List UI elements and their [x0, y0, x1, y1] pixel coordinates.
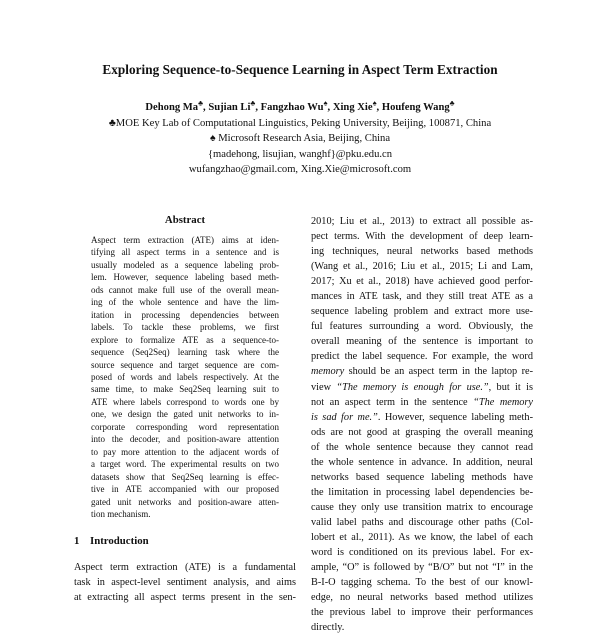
body-text: view: [311, 381, 337, 393]
left-column: [74, 214, 296, 520]
abstract-line: usually modeled as a sequence labeling prob-: [91, 259, 279, 270]
body-text: ing techniques, neural networks based methods: [311, 246, 533, 258]
body-text: mances in ATE task, and they still treat ATE as a: [311, 291, 533, 303]
intro-heading: [74, 535, 149, 547]
abstract-line: itation in processing dependencies between: [91, 309, 279, 320]
body-text: . However, sequence labeling meth-: [377, 411, 533, 423]
body-text: pect terms. With the development of deep learn-: [311, 231, 533, 243]
italic-text: “The memory is enough for use.”: [336, 381, 489, 393]
body-line: [311, 590, 533, 605]
body-text: the previous label to improve their performances: [311, 607, 533, 619]
intro-line: task in aspect-level sentiment analysis, and aims: [74, 577, 296, 589]
body-line: [311, 560, 533, 575]
body-line: [311, 440, 533, 455]
abstract-line: explore to formalize ATE as a sequence-to-: [91, 334, 279, 345]
body-text: edge, no neural networks based method utilizes: [311, 592, 533, 604]
author-affiliation-mark: ♣: [250, 98, 256, 108]
abstract-line: sequence (Seq2Seq) learning task where the: [91, 347, 279, 358]
intro-section-title: Introduction: [90, 535, 149, 547]
affiliation-2: [0, 131, 600, 147]
affiliation-2-mark: ♠: [209, 133, 216, 145]
abstract-line: lem. However, sequence labeling based meth-: [91, 272, 279, 283]
body-text: valid label paths and discourage other paths (Col-: [311, 516, 533, 528]
body-line: [311, 334, 533, 349]
body-text: , but it is: [488, 381, 533, 393]
body-text: networks based sequence labeling methods have: [311, 471, 533, 483]
abstract-line: gated unit networks and position-aware atten-: [91, 496, 279, 507]
body-line: [311, 319, 533, 334]
author-affiliation-mark: ♠: [372, 98, 377, 108]
body-line: [311, 274, 533, 289]
intro-section-number: 1: [74, 535, 80, 547]
body-text: 2010; Liu et al., 2013) to extract all possible as-: [311, 216, 533, 227]
body-line: [311, 304, 533, 319]
abstract-line: corporate corresponding word representation: [91, 421, 279, 432]
author-name: Houfeng Wang: [381, 102, 450, 113]
author-block: [0, 100, 600, 178]
author-names: Dehong Ma♣, Sujian Li♣, Fangzhao Wu♠, Xing Xie♠, Houfeng Wang♣: [145, 98, 455, 113]
body-text: directly.: [311, 622, 345, 634]
body-text: cause they only use transition matrix to encourage: [311, 501, 533, 513]
body-text: 2017; Xu et al., 2018) have achieved good perfor-: [311, 276, 533, 288]
abstract-line: ods cannot make full use of the overall mean-: [91, 284, 279, 295]
abstract-heading: Abstract: [164, 214, 206, 226]
body-text: word is conditioned on its previous label. For ex-: [311, 547, 533, 559]
body-line: [311, 214, 533, 229]
body-text: ods are not good at grasping the overall meaning: [311, 426, 533, 438]
author-name: Fangzhao Wu: [260, 102, 324, 113]
author-affiliation-mark: ♣: [198, 98, 204, 108]
abstract-line: datasets show that Seq2Seq learning is effec-: [91, 471, 279, 482]
body-line: [311, 349, 533, 364]
abstract-line: one, we design the gated unit networks to in-: [91, 409, 279, 420]
affiliation-1: [0, 116, 600, 132]
affiliation-1-text: MOE Key Lab of Computational Linguistics, Peking University, Beijing, 100871, China: [115, 117, 492, 129]
author-emails-1: {madehong, lisujian, wanghf}@pku.edu.cn: [207, 148, 393, 160]
body-line: [311, 500, 533, 515]
body-text: not an aspect term in the sentence: [311, 396, 474, 408]
abstract-line: to pay more attention to the adjacent words of: [91, 446, 279, 457]
abstract-line: tifying all aspect terms in a sentence and is: [91, 247, 279, 258]
affiliation-1-mark: ♣: [108, 117, 116, 129]
italic-text: “The memory: [473, 396, 533, 408]
body-line: [311, 244, 533, 259]
body-line: [311, 229, 533, 244]
paper-title: Exploring Sequence-to-Sequence Learning in Aspect Term Extraction: [102, 62, 498, 77]
body-text: predict the label sequence. For example, the word: [311, 351, 533, 363]
body-line: [311, 410, 533, 425]
body-line: [311, 425, 533, 440]
body-text: sequence labeling problem and extract more use-: [311, 306, 533, 318]
author-name: Xing Xie: [332, 102, 373, 113]
abstract-line: posed of words and labels respectively. At the: [91, 371, 279, 382]
body-text: ful features surrounding a word. Obviously, the: [311, 321, 533, 333]
body-line: [311, 455, 533, 470]
body-text: B-I-O tagging schema. To the best of our knowl-: [311, 577, 533, 589]
body-text: of the whole sentence because they cannot read: [311, 441, 533, 453]
body-line: [311, 259, 533, 274]
body-text: the limitation in processing label dependencies be-: [311, 486, 533, 498]
author-emails-2: wufangzhao@gmail.com, Xing.Xie@microsoft.com: [188, 164, 412, 176]
italic-text: is sad for me.”: [311, 411, 378, 423]
abstract-line: Aspect term extraction (ATE) aims at iden-: [91, 235, 279, 245]
abstract-line: tive in ATE accompanied with our proposed: [91, 484, 279, 495]
author-name: Sujian Li: [208, 102, 251, 113]
body-line: [311, 620, 533, 635]
body-line: [311, 485, 533, 500]
abstract-line: ATE where labels correspond to words one by: [91, 396, 279, 407]
author-affiliation-mark: ♠: [323, 98, 328, 108]
body-line: [311, 470, 533, 485]
intro-body: [74, 560, 296, 605]
body-line: [311, 380, 533, 395]
body-text: (Wang et al., 2016; Liu et al., 2015; Li and Lam,: [311, 261, 533, 273]
author-affiliation-mark: ♣: [449, 98, 455, 108]
intro-line: Aspect term extraction (ATE) is a fundamental: [74, 562, 296, 573]
body-line: [311, 515, 533, 530]
body-line: [311, 575, 533, 590]
intro-line: at extracting all aspect terms present in the sen-: [74, 592, 296, 604]
affiliation-2-text: Microsoft Research Asia, Beijing, China: [218, 133, 391, 145]
abstract-line: source sequence and target sequence are com-: [91, 359, 279, 370]
body-line: [311, 364, 533, 379]
body-text: overall meaning of the sentence is important to: [311, 336, 533, 348]
body-text: ample, “O” is followed by “B/O” but not “I” in the: [311, 562, 533, 574]
italic-text: memory: [311, 366, 345, 378]
body-line: [311, 605, 533, 620]
body-text: the whole sentence in advance. In addition, neural: [311, 456, 533, 468]
body-line: [311, 289, 533, 304]
body-text: lobert et al., 2011). As we know, the label of each: [311, 531, 533, 543]
body-line: [311, 395, 533, 410]
abstract-line: tion mechanism.: [91, 508, 151, 519]
abstract-line: same time, to make Seq2Seq learning suit to: [91, 384, 279, 395]
body-line: [311, 545, 533, 560]
author-name: Dehong Ma: [145, 102, 199, 113]
abstract-body: [91, 234, 279, 520]
abstract-line: into the decoder, and position-aware attention: [91, 434, 279, 445]
abstract-line: a target word. The experimental results on two: [91, 459, 279, 470]
body-text: should be an aspect term in the laptop re-: [344, 366, 533, 378]
abstract-line: ing of the whole sentence and have the lim-: [91, 297, 279, 308]
abstract-line: labels. To tackle these problems, we first: [91, 322, 279, 333]
body-line: [311, 530, 533, 545]
right-column: [311, 214, 533, 635]
